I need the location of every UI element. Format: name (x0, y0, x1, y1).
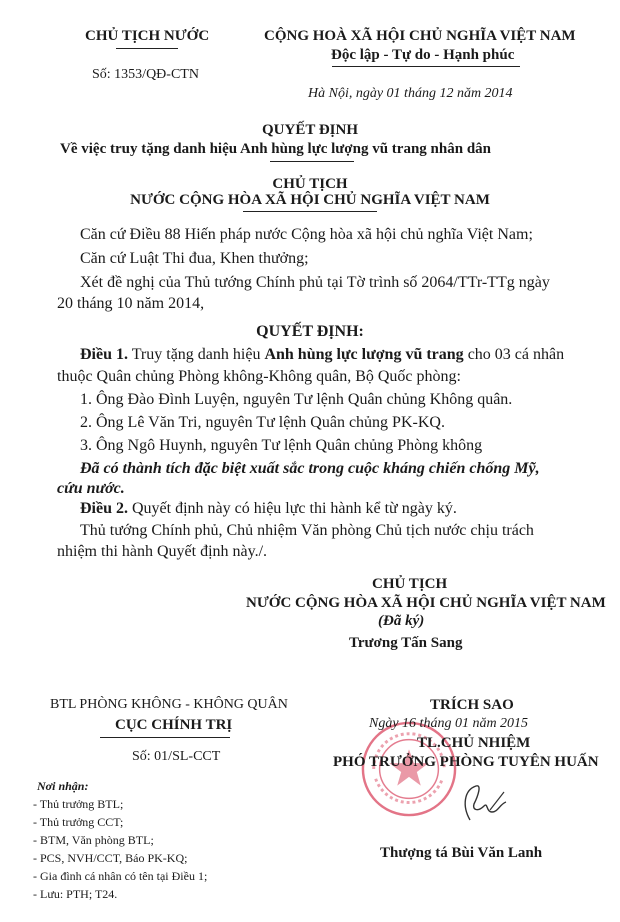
recipients-heading: Nơi nhận: (37, 779, 89, 793)
copy-signer: Thượng tá Bùi Văn Lanh (380, 845, 543, 861)
article-1-line2: thuộc Quân chủng Phòng không-Không quân, Bộ Quốc phòng: (57, 368, 461, 385)
execution-line2: nhiệm thi hành Quyết định này./. (57, 543, 268, 560)
decision-title: QUYẾT ĐỊNH (262, 122, 358, 138)
execution-line1: Thủ tướng Chính phủ, Chủ nhiệm Văn phòng Chủ tịch nước chịu trách (80, 522, 534, 539)
copy-role1: TL.CHỦ NHIỆM (417, 735, 531, 751)
article-2-label: Điều 2. (80, 500, 128, 517)
proposal-line2: 20 tháng 10 năm 2014, (57, 295, 205, 312)
article-1 (80, 346, 564, 364)
achievement-line1: Đã có thành tích đặc biệt xuất sắc trong cuộc kháng chiến chống Mỹ, (80, 460, 540, 477)
document-number: Số: 1353/QĐ-CTN (92, 67, 199, 82)
article-1-label: Điều 1. (80, 346, 128, 363)
article-2 (80, 500, 457, 518)
copy-date: Ngày 16 tháng 01 năm 2015 (369, 716, 529, 731)
handwritten-signature-icon (456, 782, 518, 824)
person-2: 2. Ông Lê Văn Tri, nguyên Tư lệnh Quân chủng PK-KQ. (80, 414, 445, 431)
article-2-text: Quyết định này có hiệu lực thi hành kể từ ngày ký. (128, 500, 457, 517)
signer-name: Trương Tấn Sang (349, 635, 463, 651)
decision-subject: Về việc truy tặng danh hiệu Anh hùng lực lượng vũ trang nhân dân (60, 141, 492, 157)
copy-number: Số: 01/SL-CCT (132, 749, 221, 764)
basis-law: Căn cứ Luật Thi đua, Khen thưởng; (80, 250, 309, 267)
copy-role2: PHÓ TRƯỞNG PHÒNG TUYÊN HUẤN (333, 754, 599, 770)
article-1-post: cho 03 cá nhân (463, 346, 565, 363)
achievement-line2: cứu nước. (57, 480, 125, 497)
signed-note: (Đã ký) (378, 613, 425, 629)
article-1-pre: Truy tặng danh hiệu (128, 346, 265, 363)
copy-heading: TRÍCH SAO (430, 697, 514, 713)
copy-org: BTL PHÒNG KHÔNG - KHÔNG QUÂN (50, 697, 288, 712)
article-1-honor: Anh hùng lực lượng vũ trang (264, 346, 464, 363)
decision-heading: QUYẾT ĐỊNH: (256, 323, 364, 340)
authority-org: NƯỚC CỘNG HÒA XÃ HỘI CHỦ NGHĨA VIỆT NAM (130, 192, 490, 208)
recipient-item: - Thủ trưởng BTL; (33, 797, 124, 811)
signer-title: CHỦ TỊCH (372, 576, 448, 592)
proposal-line1: Xét đề nghị của Thủ tướng Chính phủ tại Tờ trình số 2064/TTr-TTg ngày (80, 274, 550, 291)
copy-dept: CỤC CHÍNH TRỊ (115, 717, 233, 733)
issuer: CHỦ TỊCH NƯỚC (85, 28, 210, 44)
person-3: 3. Ông Ngô Huynh, nguyên Tư lệnh Quân chủng Phòng không (80, 437, 483, 454)
signer-org: NƯỚC CỘNG HÒA XÃ HỘI CHỦ NGHĨA VIỆT NAM (246, 595, 606, 611)
motto: Độc lập - Tự do - Hạnh phúc (331, 47, 515, 63)
recipient-item: - Lưu: PTH; T24. (33, 887, 118, 901)
basis-constitution: Căn cứ Điều 88 Hiến pháp nước Cộng hòa xã hội chủ nghĩa Việt Nam; (80, 226, 533, 243)
recipient-item: - PCS, NVH/CCT, Báo PK-KQ; (33, 851, 188, 865)
authority-title: CHỦ TỊCH (272, 176, 348, 192)
recipient-item: - Thủ trưởng CCT; (33, 815, 124, 829)
recipient-item: - BTM, Văn phòng BTL; (33, 833, 154, 847)
nation-name: CỘNG HOÀ XÃ HỘI CHỦ NGHĨA VIỆT NAM (264, 28, 576, 44)
place-date: Hà Nội, ngày 01 tháng 12 năm 2014 (308, 86, 513, 101)
recipient-item: - Gia đình cá nhân có tên tại Điều 1; (33, 869, 208, 883)
person-1: 1. Ông Đào Đình Luyện, nguyên Tư lệnh Quân chủng Không quân. (80, 391, 513, 408)
